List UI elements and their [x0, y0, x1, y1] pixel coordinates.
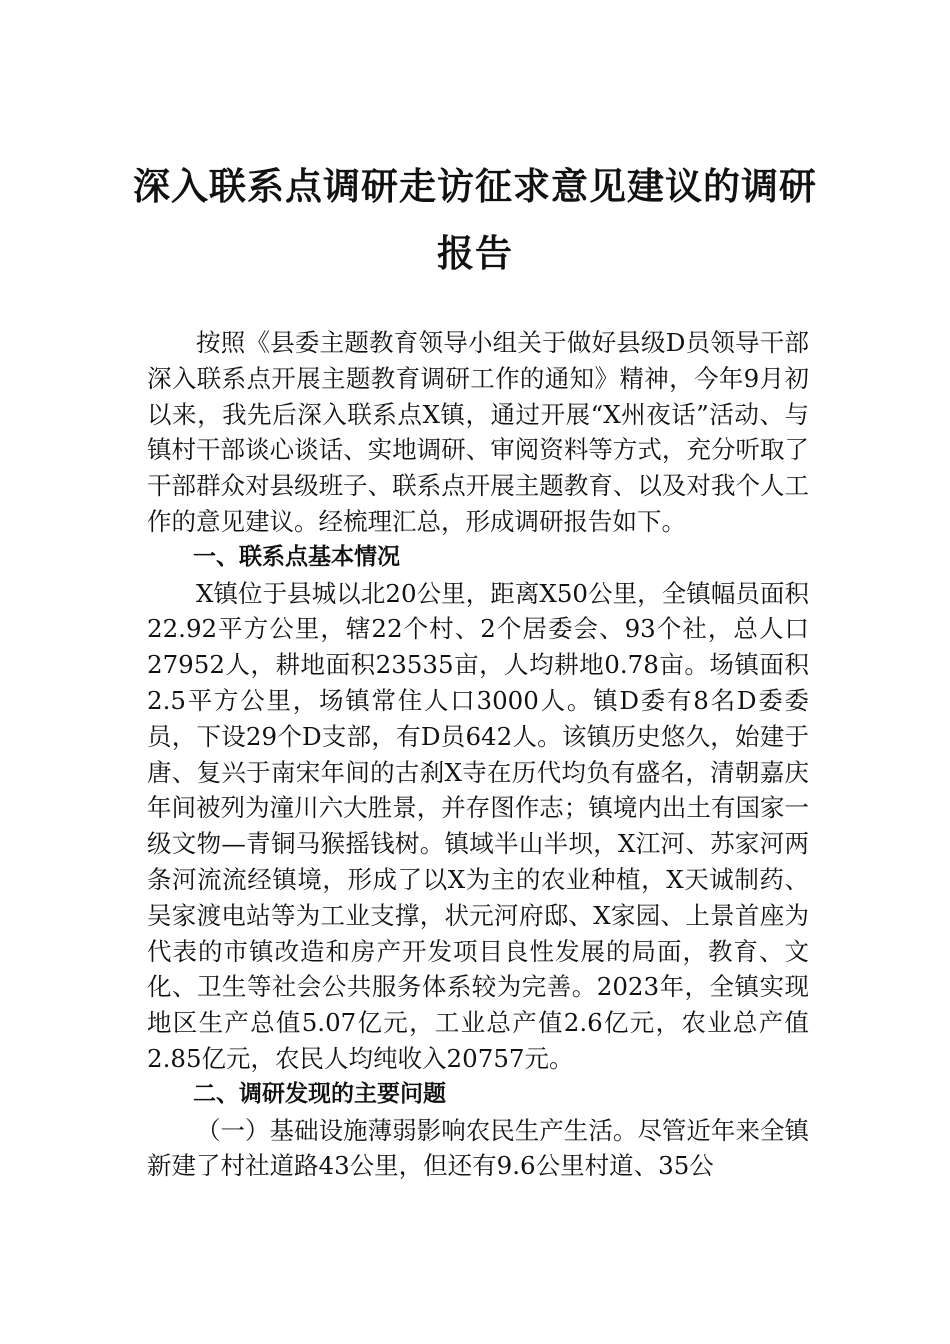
intro-paragraph: 按照《县委主题教育领导小组关于做好县级D员领导干部深入联系点开展主题教育调研工作的通知》精神，今年9月初以来，我先后深入联系点X镇，通过开展“X州夜话”活动、与镇村干部谈心谈话、实地调研、审阅资料等方式，充分听取了干部群众对县级班子、联系点开展主题教育、以及对我个人工作的意见建议。经梳理汇总，形成调研报告如下。 — [147, 328, 809, 536]
section-heading-main-problems: 二、调研发现的主要问题 — [193, 1080, 446, 1107]
document-title-line-2: 报告 — [437, 231, 513, 275]
problem-paragraph-1: （一）基础设施薄弱影响农民生产生活。尽管近年来全镇新建了村社道路43公里，但还有9.6公里村道、35公 — [147, 1115, 809, 1181]
section-heading-basic-info: 一、联系点基本情况 — [193, 543, 400, 570]
document-body — [147, 325, 809, 1184]
basic-info-paragraph: X镇位于县城以北20公里，距离X50公里，全镇幅员面积22.92平方公里，辖22个村、2个居委会、93个社，总人口27952人，耕地面积23535亩，人均耕地0.78亩。场镇面积2.5平方公里，场镇常住人口3000人。镇D委有8名D委委员，下设29个D支部，有D员642人。该镇历史悠久，始建于唐、复兴于南宋年间的古刹X寺在历代均负有盛名，清朝嘉庆年间被列为潼川六大胜景，并存图作志；镇境内出土有国家一级文物—青铜马猴摇钱树。镇域半山半坝，X江河、苏家河两条河流流经镇境，形成了以X为主的农业种植，X天诚制药、吴家渡电站等为工业支撑，状元河府邸、X家园、上景首座为代表的市镇改造和房产开发项目良性发展的局面，教育、文化、卫生等社会公共服务体系较为完善。2023年，全镇实现地区生产总值5.07亿元，工业总产值2.6亿元，农业总产值2.85亿元，农民人均纯收入20757元。 — [147, 578, 809, 1073]
document-title-line-1: 深入联系点调研走访征求意见建议的调研 — [133, 164, 817, 208]
